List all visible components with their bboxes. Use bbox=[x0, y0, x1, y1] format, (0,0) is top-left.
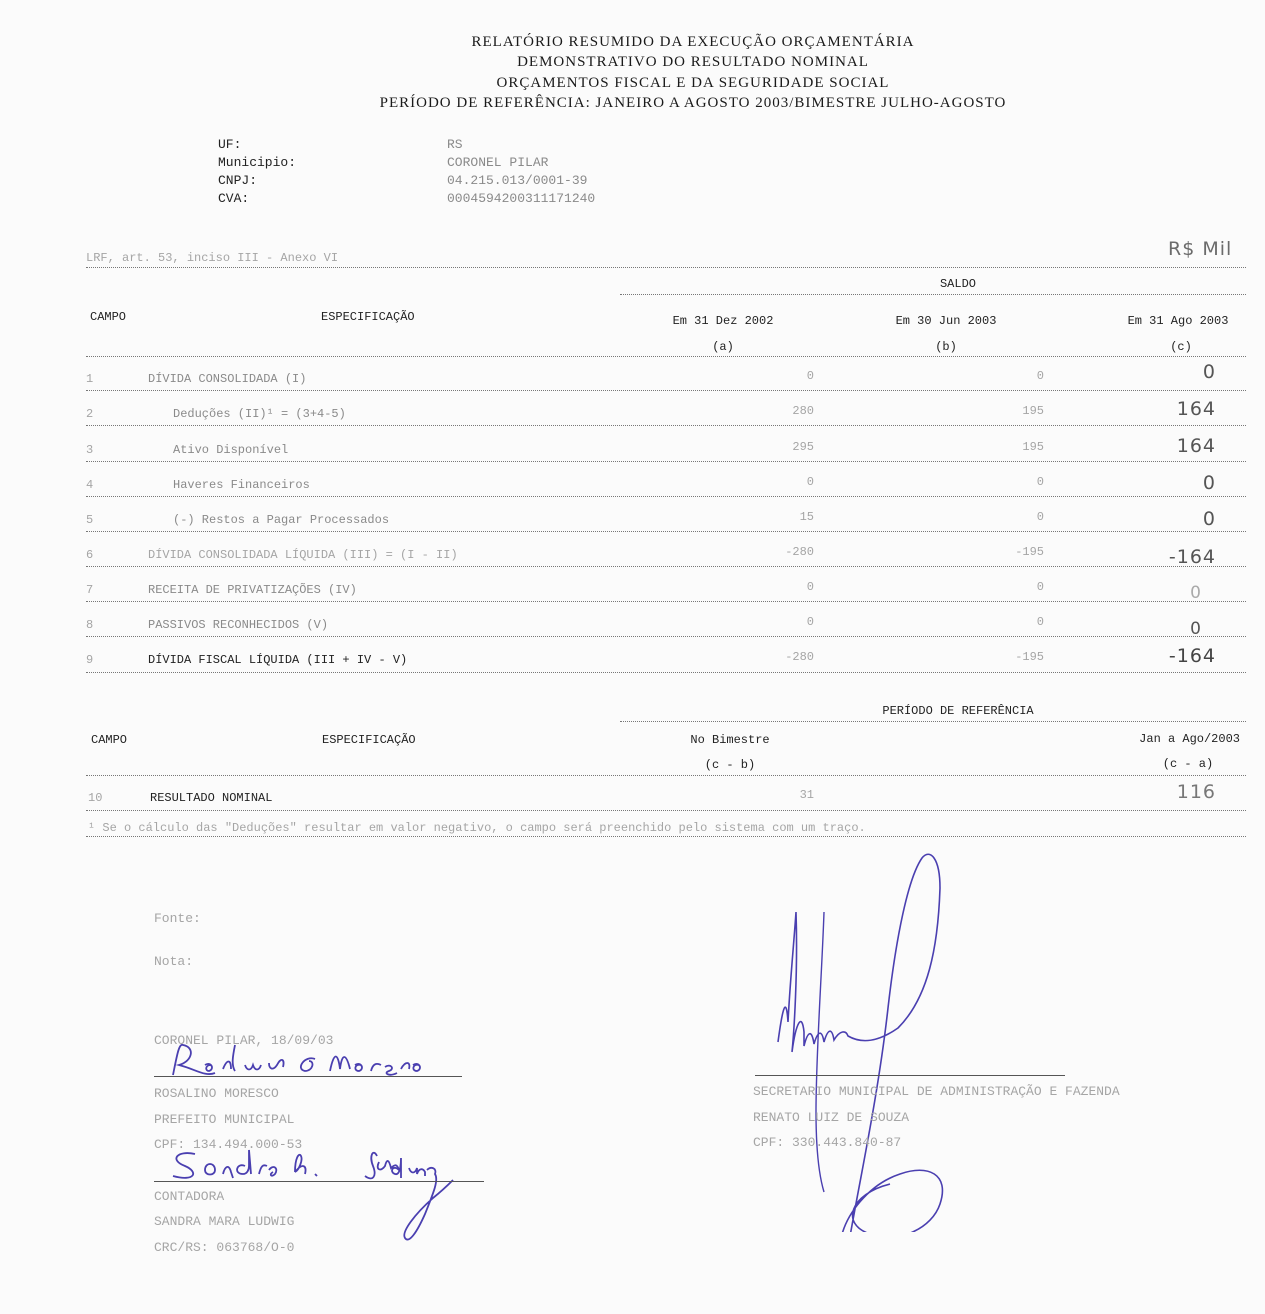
secretary-role: SECRETARIO MUNICIPAL DE ADMINISTRAÇÃO E FAZENDA bbox=[753, 1084, 1120, 1099]
campo-cell: 2 bbox=[86, 407, 94, 421]
spec-cell: Deduções (II)¹ = (3+4-5) bbox=[173, 407, 346, 421]
value-a: 0 bbox=[806, 369, 814, 383]
campo-cell: 10 bbox=[88, 791, 103, 805]
value-c: 0 bbox=[1190, 619, 1202, 639]
accountant-role: CONTADORA bbox=[154, 1189, 225, 1204]
divider bbox=[620, 721, 1246, 722]
value-a: 295 bbox=[792, 440, 814, 454]
col-c-sub: (c) bbox=[1170, 340, 1192, 354]
mayor-name: ROSALINO MORESCO bbox=[154, 1086, 279, 1101]
value-bimestre: 31 bbox=[799, 788, 814, 802]
jan-ago-header: Jan a Ago/2003 bbox=[1139, 732, 1240, 746]
uf-value: RS bbox=[447, 137, 463, 152]
value-c: 0 bbox=[1202, 361, 1216, 383]
secretary-cpf: CPF: 330.443.840-87 bbox=[753, 1135, 902, 1150]
col-a-sub: (a) bbox=[712, 340, 734, 354]
bimestre-sub: (c - b) bbox=[704, 758, 756, 772]
secretary-signature bbox=[760, 852, 1040, 1232]
col-a-header: Em 31 Dez 2002 bbox=[672, 314, 774, 328]
spec-cell: Ativo Disponível bbox=[173, 443, 289, 457]
especificacao-header: ESPECIFICAÇÃO bbox=[321, 310, 415, 324]
campo-cell: 5 bbox=[86, 513, 94, 527]
divider bbox=[86, 356, 1246, 357]
spec-cell: PASSIVOS RECONHECIDOS (V) bbox=[148, 618, 329, 632]
spec-cell: RECEITA DE PRIVATIZAÇÕES (IV) bbox=[148, 583, 357, 597]
mayor-role: PREFEITO MUNICIPAL bbox=[154, 1112, 295, 1127]
divider bbox=[620, 294, 1246, 295]
signature-line bbox=[154, 1076, 462, 1077]
campo-cell: 7 bbox=[86, 583, 94, 597]
campo-cell: 3 bbox=[86, 443, 94, 457]
currency-unit: R$ Mil bbox=[1168, 238, 1233, 260]
report-period: PERÍODO DE REFERÊNCIA: JANEIRO A AGOSTO 2003/BIMESTRE JULHO-AGOSTO bbox=[379, 95, 1007, 111]
municipio-value: CORONEL PILAR bbox=[447, 155, 549, 170]
value-b: 0 bbox=[1036, 580, 1044, 594]
spec-cell: DÍVIDA FISCAL LÍQUIDA (III + IV - V) bbox=[148, 653, 408, 667]
report-title: RELATÓRIO RESUMIDO DA EXECUÇÃO ORÇAMENTÁRIA bbox=[471, 34, 915, 50]
value-b: 0 bbox=[1036, 475, 1044, 489]
cnpj-value: 04.215.013/0001-39 bbox=[447, 173, 588, 188]
secretary-name: RENATO LUIZ DE SOUZA bbox=[753, 1110, 910, 1125]
campo-cell: 9 bbox=[86, 653, 94, 667]
municipio-label: Municipio: bbox=[218, 155, 297, 170]
campo-cell: 4 bbox=[86, 478, 94, 492]
col-b-header: Em 30 Jun 2003 bbox=[895, 314, 997, 328]
saldo-header: SALDO bbox=[939, 277, 976, 291]
divider bbox=[86, 672, 1246, 673]
accountant-name: SANDRA MARA LUDWIG bbox=[154, 1214, 295, 1229]
value-c: -164 bbox=[1168, 546, 1216, 568]
value-b: 0 bbox=[1036, 510, 1044, 524]
divider bbox=[86, 810, 1246, 811]
jan-ago-sub: (c - a) bbox=[1162, 757, 1214, 771]
spec-cell: DÍVIDA CONSOLIDADA LÍQUIDA (III) = (I - II) bbox=[148, 548, 458, 562]
cva-label: CVA: bbox=[218, 191, 250, 206]
report-scope: ORÇAMENTOS FISCAL E DA SEGURIDADE SOCIAL bbox=[496, 75, 890, 91]
campo-header: CAMPO bbox=[90, 310, 127, 324]
divider bbox=[86, 566, 1246, 567]
campo-cell: 8 bbox=[86, 618, 94, 632]
especificacao-header: ESPECIFICAÇÃO bbox=[322, 733, 416, 747]
spec-cell: RESULTADO NOMINAL bbox=[150, 791, 273, 805]
value-c: 0 bbox=[1202, 472, 1216, 494]
value-a: 0 bbox=[806, 580, 814, 594]
value-b: -195 bbox=[1015, 650, 1044, 664]
spec-cell: DÍVIDA CONSOLIDADA (I) bbox=[148, 372, 307, 386]
value-b: 195 bbox=[1022, 440, 1044, 454]
nota-label: Nota: bbox=[154, 954, 194, 969]
divider bbox=[86, 390, 1246, 391]
divider bbox=[86, 636, 1246, 637]
legal-reference: LRF, art. 53, inciso III - Anexo VI bbox=[86, 251, 339, 265]
signature-line bbox=[154, 1181, 484, 1182]
col-b-sub: (b) bbox=[935, 340, 957, 354]
accountant-crc: CRC/RS: 063768/O-0 bbox=[154, 1240, 295, 1255]
mayor-cpf: CPF: 134.494.000-53 bbox=[154, 1137, 303, 1152]
uf-label: UF: bbox=[218, 137, 242, 152]
divider bbox=[86, 425, 1246, 426]
signature-line bbox=[755, 1075, 1065, 1076]
cnpj-label: CNPJ: bbox=[218, 173, 258, 188]
value-b: 195 bbox=[1022, 404, 1044, 418]
value-b: 0 bbox=[1036, 615, 1044, 629]
fonte-label: Fonte: bbox=[154, 911, 201, 926]
value-a: 280 bbox=[792, 404, 814, 418]
col-c-header: Em 31 Ago 2003 bbox=[1127, 314, 1229, 328]
spec-cell: Haveres Financeiros bbox=[173, 478, 310, 492]
campo-header: CAMPO bbox=[91, 733, 128, 747]
divider bbox=[86, 775, 1246, 776]
value-c: 0 bbox=[1202, 508, 1216, 530]
value-a: 0 bbox=[806, 615, 814, 629]
value-c: 164 bbox=[1176, 398, 1216, 420]
value-a: 0 bbox=[806, 475, 814, 489]
value-jan-ago: 116 bbox=[1176, 781, 1216, 803]
spec-cell: (-) Restos a Pagar Processados bbox=[173, 513, 390, 527]
value-c: 0 bbox=[1190, 583, 1202, 603]
divider bbox=[86, 836, 1246, 837]
divider bbox=[86, 267, 1246, 268]
value-c: -164 bbox=[1168, 645, 1216, 667]
campo-cell: 6 bbox=[86, 548, 94, 562]
divider bbox=[86, 496, 1246, 497]
value-a: 15 bbox=[799, 510, 814, 524]
divider bbox=[86, 531, 1246, 532]
bimestre-header: No Bimestre bbox=[690, 733, 770, 747]
report-subtitle: DEMONSTRATIVO DO RESULTADO NOMINAL bbox=[517, 54, 869, 70]
value-a: -280 bbox=[785, 545, 814, 559]
periodo-header: PERÍODO DE REFERÊNCIA bbox=[882, 704, 1034, 718]
value-c: 164 bbox=[1176, 435, 1216, 457]
campo-cell: 1 bbox=[86, 372, 94, 386]
value-a: -280 bbox=[785, 650, 814, 664]
footnote: ¹ Se o cálculo das "Deduções" resultar em valor negativo, o campo será preenchido pelo sistema com um traço. bbox=[88, 821, 866, 835]
value-b: -195 bbox=[1015, 545, 1044, 559]
mayor-signature bbox=[165, 1035, 445, 1085]
divider bbox=[86, 461, 1246, 462]
divider bbox=[86, 601, 1246, 602]
value-b: 0 bbox=[1036, 369, 1044, 383]
cva-value: 0004594200311171240 bbox=[447, 191, 596, 206]
place-date: CORONEL PILAR, 18/09/03 bbox=[154, 1033, 334, 1048]
